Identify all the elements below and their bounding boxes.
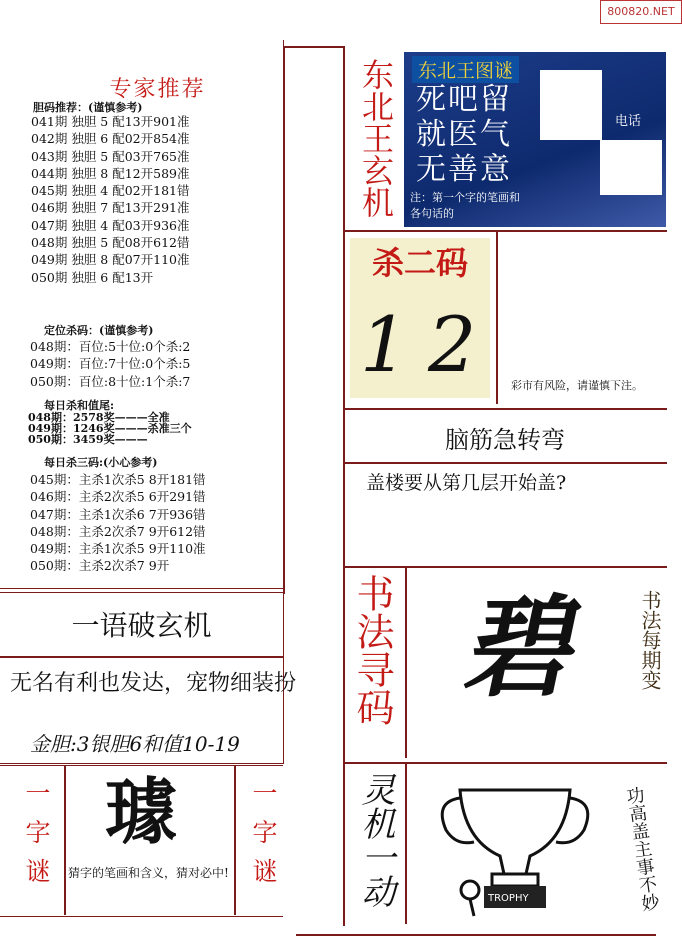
calligraphy-bottom-rule (343, 762, 667, 764)
pos-label: 定位杀码：(谨慎参考) (44, 324, 154, 337)
kill-row: 045期：主杀1次杀5 8开181错 (30, 472, 206, 487)
riddle-line2: 金胆:3银胆6和值10-19 (30, 732, 240, 756)
dan-row: 049期 独胆 8 配07开110准 (31, 252, 190, 268)
dan-row: 047期 独胆 4 配03开936准 (31, 217, 190, 233)
char-riddle-side-left: 一字谜 (22, 780, 51, 897)
white-patch-2 (600, 140, 662, 195)
dongbei-note: 注：第一个字的笔画和各句话的 (410, 191, 520, 220)
pos-row: 048期：百位:5十位:0个杀:2 (30, 339, 191, 354)
brain-divider (343, 462, 667, 464)
sum-label: 每日杀和值尾: (44, 399, 115, 412)
kill-two-num-2: 2 (428, 300, 477, 389)
pos-list (30, 338, 190, 390)
bottom-rule (296, 934, 656, 936)
poem-line: 死吧留 (416, 82, 512, 117)
right-frame-outer (283, 46, 344, 48)
calligraphy-note: 书法每期变 (638, 590, 662, 690)
char-riddle-divider-left (64, 765, 66, 915)
dan-row: 044期 独胆 8 配12开589准 (31, 165, 190, 181)
dongbei-banner: 东北王图谜 (412, 56, 519, 83)
riddle-line1: 无名有利也发达，宠物细装扮 (10, 671, 297, 696)
dan-label: 胆码推荐：(谨慎参考) (33, 101, 143, 114)
right-frame-outer-left (283, 46, 285, 594)
sum-list (28, 412, 192, 445)
riddle-character: 璩 (105, 769, 178, 854)
char-riddle-hint: 猜字的笔画和含义，猜对必中! (68, 866, 229, 880)
kill-two-bottom-rule (343, 408, 667, 410)
char-riddle-divider-right (234, 765, 236, 915)
dan-row: 042期 独胆 6 配02开854准 (31, 131, 190, 147)
kill-row: 050期：主杀2次杀7 9开 (30, 558, 170, 574)
dongbei-side-title: 东北王玄机 (357, 58, 395, 218)
dan-row: 048期 独胆 5 配08开612错 (31, 235, 190, 251)
brain-question: 盖楼要从第几层开始盖? (366, 472, 567, 494)
riddle-divider (0, 656, 283, 658)
dongbei-tel: 电话 (615, 114, 642, 129)
dongbei-bottom-rule (343, 230, 667, 232)
sum-row: 048期：2578奖———全准 (28, 411, 170, 424)
pos-row: 049期：百位:7十位:0个杀:5 (30, 356, 191, 372)
sum-row: 049期：1246奖———杀准三个 (28, 422, 192, 435)
dan-row: 043期 独胆 5 配03开765准 (31, 148, 190, 164)
inspiration-divider (405, 764, 407, 924)
poem-line: 无善意 (416, 152, 512, 187)
dan-row: 045期 独胆 4 配02开181错 (31, 183, 190, 199)
inspiration-right-text: 功高盖主事不妙 (622, 785, 661, 913)
calligraphy-side-title: 书法寻码 (350, 574, 394, 726)
kill-two-title: 杀二码 (371, 244, 468, 282)
dan-row: 046期 独胆 7 配13开291准 (31, 200, 190, 216)
kill-label: 每日杀三码:(小心参考) (44, 456, 158, 469)
dan-row: 041期 独胆 5 配13开901准 (31, 114, 190, 129)
inspiration-left-text: 灵机一动 (355, 772, 395, 908)
kill-row: 047期：主杀1次杀6 7开936错 (30, 506, 206, 522)
dan-row: 050期 独胆 6 配13开 (31, 269, 154, 285)
kill-two-warning: 彩市有风险，请谨慎下注。 (511, 379, 643, 392)
char-riddle-side-right: 一字谜 (249, 780, 278, 897)
kill-list (30, 471, 206, 575)
riddle-title: 一语破玄机 (71, 609, 212, 642)
brain-title: 脑筋急转弯 (445, 426, 565, 454)
dongbei-poem (416, 82, 512, 187)
kill-row: 049期：主杀1次杀5 9开110准 (30, 541, 206, 557)
dan-list (31, 113, 190, 286)
sum-row: 050期：3459奖——— (28, 433, 148, 446)
site-watermark: 800820.NET (600, 0, 682, 24)
brain-bottom-rule (343, 566, 667, 568)
kill-two-divider (496, 232, 498, 404)
calligraphy-character: 碧 (456, 583, 594, 712)
pos-row: 050期：百位:8十位:1个杀:7 (30, 373, 191, 389)
expert-title: 专家推荐 (109, 77, 206, 102)
trophy-label: TROPHY (488, 893, 529, 904)
right-frame-left (343, 46, 345, 926)
kill-row: 046期：主杀2次杀5 6开291错 (30, 489, 206, 505)
calligraphy-divider (405, 568, 407, 758)
white-patch-1 (540, 70, 602, 140)
poem-line: 就医气 (416, 117, 512, 152)
kill-row: 048期：主杀2次杀7 9开612错 (30, 523, 206, 539)
kill-two-num-1: 1 (360, 300, 409, 389)
